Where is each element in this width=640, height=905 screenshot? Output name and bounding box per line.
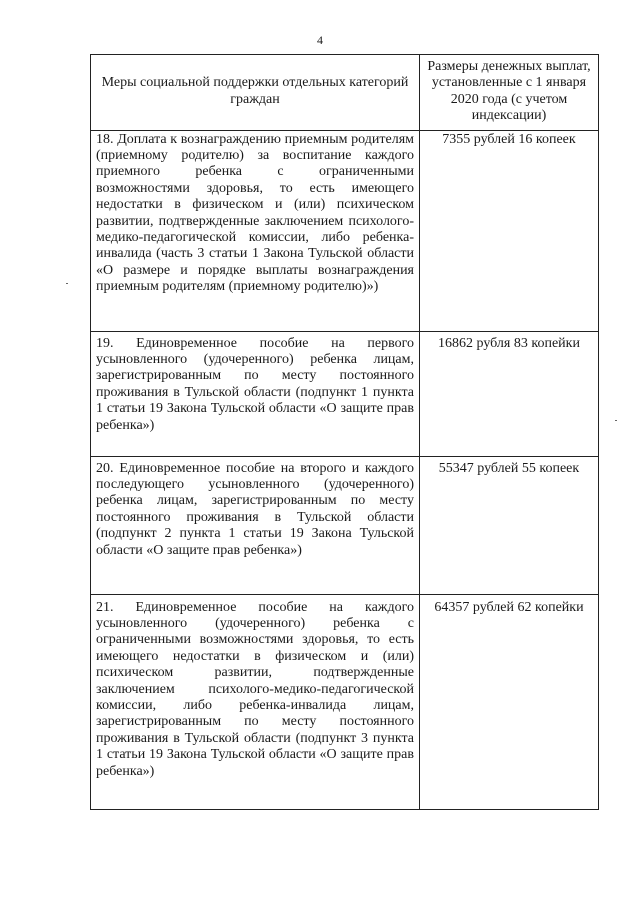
scan-mark (66, 283, 68, 284)
row-18-description: 18. Доплата к вознаграждению приемным родителям (приемному родителю) за воспитание каждого приемного ребенка с ограниченными возможностями здоровья, то есть имеющего недостатки в физическом и (или) психическом развитии, подтвержденные заключением психолого-медико-педагогической комиссии, либо ребенка-инвалида (часть 3 статьи 1 Закона Тульской области «О размере и порядке выплаты вознаграждения приемным родителям (приемному родителю)») (91, 130, 420, 331)
row-20-description: 20. Единовременное пособие на второго и каждого последующего усыновленного (удочеренного) ребенка лицам, зарегистрированным по месту постоянного проживания в Тульской области (подпункт 2 пункта 1 статьи 19 Закона Тульской области «О защите прав ребенка») (91, 456, 420, 594)
table-row (91, 130, 599, 331)
row-21-description: 21. Единовременное пособие на каждого усыновленного (удочеренного) ребенка с ограниченными возможностями здоровья, то есть имеющего недостатки в физическом и (или) психическом развитии, подтвержденные заключением психолого-медико-педагогической комиссии, либо ребенка-инвалида лицам, зарегистрированным по месту постоянного проживания в Тульской области (подпункт 3 пункта 1 статьи 19 Закона Тульской области «О защите прав ребенка») (91, 594, 420, 809)
table-row (91, 594, 599, 809)
table-row (91, 331, 599, 456)
table-header-row (91, 55, 599, 131)
row-21-amount: 64357 рублей 62 копейки (420, 594, 599, 809)
header-amounts: Размеры денежных выплат, установленные с 1 января 2020 года (с учетом индексации) (420, 55, 599, 131)
row-19-description: 19. Единовременное пособие на первого усыновленного (удочеренного) ребенка лицам, зарегистрированным по месту постоянного проживания в Тульской области (подпункт 1 пункта 1 статьи 19 Закона Тульской области «О защите прав ребенка») (91, 331, 420, 456)
table-row (91, 456, 599, 594)
scan-mark (615, 420, 617, 421)
social-support-table (90, 54, 599, 810)
row-19-amount: 16862 рубля 83 копейки (420, 331, 599, 456)
header-measures: Меры социальной поддержки отдельных категорий граждан (91, 55, 420, 131)
row-18-amount: 7355 рублей 16 копеек (420, 130, 599, 331)
row-20-amount: 55347 рублей 55 копеек (420, 456, 599, 594)
page-number: 4 (317, 33, 323, 47)
